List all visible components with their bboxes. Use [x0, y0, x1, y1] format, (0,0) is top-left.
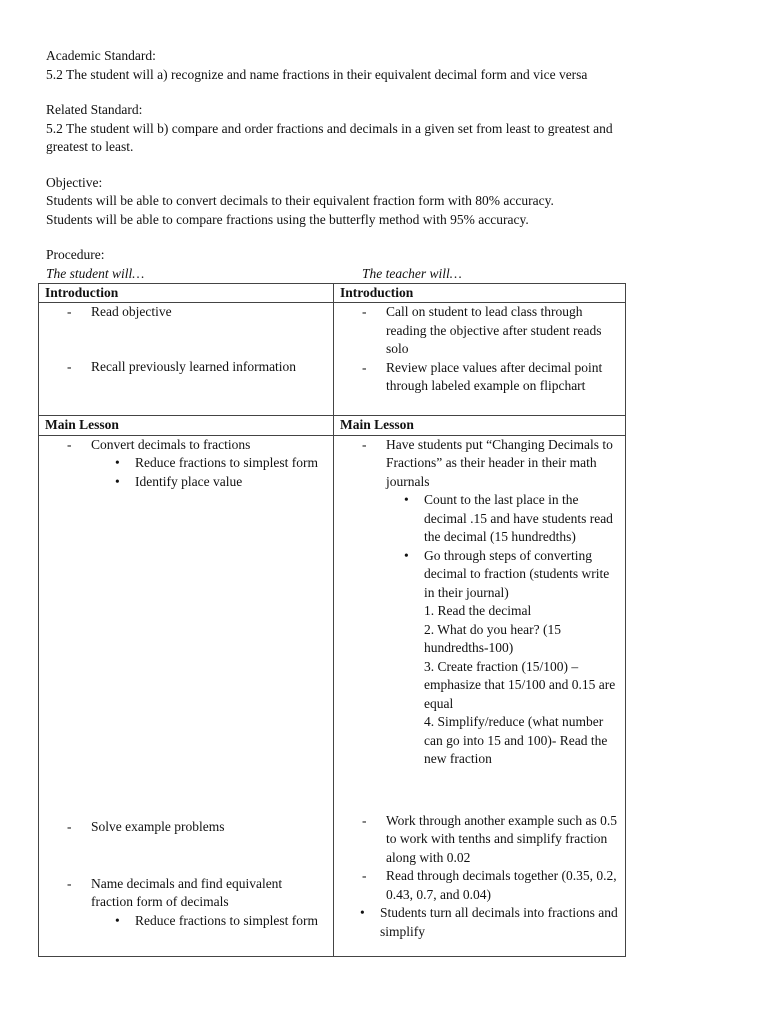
main-header-teacher: Main Lesson	[334, 416, 626, 436]
table-row	[39, 435, 626, 956]
objective-line-1: Students will be able to convert decimals to their equivalent fraction form with 80% accuracy.	[46, 193, 554, 208]
list-item: - Work through another example such as 0.5 to work with tenths and simplify fraction along with 0.02	[340, 812, 619, 868]
list-item: - Read through decimals together (0.35, 0.2, 0.43, 0.7, and 0.04)	[340, 867, 619, 904]
main-header-student: Main Lesson	[39, 416, 334, 436]
list-item: - Review place values after decimal point through labeled example on flipchart	[340, 359, 619, 396]
list-item: 2. What do you hear? (15 hundredths-100)	[424, 621, 561, 655]
procedure-section	[46, 246, 728, 957]
student-example-group	[45, 818, 327, 837]
teacher-example-group	[340, 812, 619, 942]
intro-student-cell	[39, 303, 334, 416]
list-item: • Reduce fractions to simplest form	[45, 454, 327, 473]
list-item: • Reduce fractions to simplest form	[45, 912, 327, 931]
list-item: 1. Read the decimal	[424, 603, 532, 618]
intro-header-teacher: Introduction	[334, 283, 626, 303]
list-item: - Solve example problems	[45, 818, 327, 837]
teacher-will-heading: The teacher will…	[362, 265, 462, 281]
list-item: 4. Simplify/reduce (what number can go into 15 and 100)- Read the new fraction	[424, 714, 608, 766]
main-student-cell	[39, 435, 334, 956]
related-standard-text-line1: 5.2 The student will b) compare and order fractions and decimals in a given set from least to greatest and	[46, 120, 613, 136]
student-name-decimals-group	[45, 875, 327, 931]
list-item: - Read objective	[45, 303, 327, 322]
table-row	[39, 283, 626, 303]
procedure-table	[38, 283, 626, 957]
academic-standard-text: 5.2 The student will a) recognize and name fractions in their equivalent decimal form and vice versa	[46, 66, 588, 82]
procedure-label: Procedure:	[46, 247, 105, 262]
list-item: 3. Create fraction (15/100) – emphasize that 15/100 and 0.15 are equal	[424, 658, 616, 711]
student-will-heading: The student will…	[46, 265, 145, 281]
related-standard-section	[46, 101, 728, 157]
list-item: - Call on student to lead class through reading the objective after student reads solo	[340, 303, 619, 359]
related-standard-label: Related Standard:	[46, 102, 143, 117]
procedure-column-heads	[46, 265, 728, 283]
related-standard-text-line2: greatest to least.	[46, 139, 134, 154]
list-item: - Recall previously learned information	[45, 358, 327, 377]
list-item: - Name decimals and find equivalent fraction form of decimals	[45, 875, 327, 912]
list-item: • Identify place value	[45, 473, 327, 492]
list-item: • Students turn all decimals into fractions and simplify	[340, 904, 619, 941]
objective-line-2: Students will be able to compare fractions using the butterfly method with 95% accuracy.	[46, 211, 529, 227]
academic-standard-label: Academic Standard:	[46, 48, 156, 63]
table-row	[39, 416, 626, 436]
objective-label: Objective:	[46, 174, 103, 190]
intro-header-student: Introduction	[39, 283, 334, 303]
objective-section	[46, 174, 728, 230]
list-item: • Count to the last place in the decimal .15 and have students read the decimal (15 hundredths)	[340, 491, 619, 547]
table-row	[39, 303, 626, 416]
list-item: - Have students put “Changing Decimals to Fractions” as their header in their math journals	[340, 436, 619, 492]
list-item: - Convert decimals to fractions	[45, 436, 327, 455]
main-teacher-cell	[334, 435, 626, 956]
intro-teacher-cell	[334, 303, 626, 416]
list-item: • Go through steps of converting decimal to fraction (students write in their journal)	[340, 547, 619, 603]
academic-standard-section	[46, 47, 728, 84]
